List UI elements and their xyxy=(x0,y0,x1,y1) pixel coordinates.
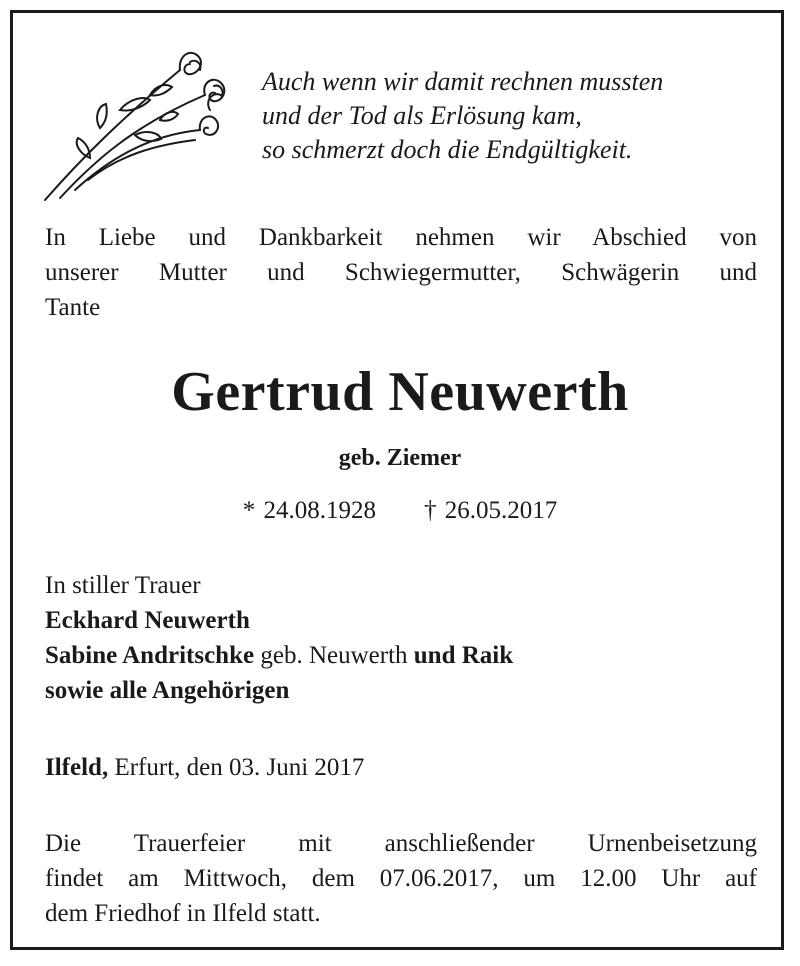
intro-text xyxy=(45,220,757,325)
life-dates xyxy=(0,497,800,525)
place-date-rest: Erfurt, den 03. Juni 2017 xyxy=(108,754,365,781)
intro-line: unserer Mutter und Schwiegermutter, Schwägerin und xyxy=(45,259,757,286)
deceased-name: Gertrud Neuwerth xyxy=(171,361,629,423)
funeral-notice xyxy=(45,826,757,931)
funeral-line: findet am Mittwoch, dem 07.06.2017, um 12.00 Uhr auf xyxy=(45,865,757,892)
mourners-others: sowie alle Angehörigen xyxy=(45,677,290,704)
place-bold: Ilfeld, xyxy=(45,754,109,781)
intro-line: In Liebe und Dankbarkeit nehmen wir Abschied von xyxy=(45,224,757,251)
mourners-heading: In stiller Trauer xyxy=(45,572,201,599)
death-date: † 26.05.2017 xyxy=(424,497,558,524)
roses-icon xyxy=(40,40,230,210)
place-date xyxy=(45,750,364,785)
intro-line: Tante xyxy=(45,294,101,321)
maiden-name: geb. Ziemer xyxy=(338,445,462,471)
mourner-partner: und Raik xyxy=(413,642,514,669)
mourner-name: Sabine Andritschke xyxy=(45,642,255,669)
mourner-maiden: geb. Neuwerth xyxy=(254,642,414,669)
quote-line: so schmerzt doch die Endgültigkeit. xyxy=(262,135,633,164)
quote-line: Auch wenn wir damit rechnen mussten xyxy=(262,67,664,96)
mourner-line xyxy=(45,638,513,673)
mourner-name: Eckhard Neuwerth xyxy=(45,607,250,634)
funeral-line: dem Friedhof in Ilfeld statt. xyxy=(45,900,321,927)
funeral-line: Die Trauerfeier mit anschließender Urnenbeisetzung xyxy=(45,830,757,857)
birth-date: * 24.08.1928 xyxy=(242,497,376,524)
quote-line: und der Tod als Erlösung kam, xyxy=(262,101,582,130)
